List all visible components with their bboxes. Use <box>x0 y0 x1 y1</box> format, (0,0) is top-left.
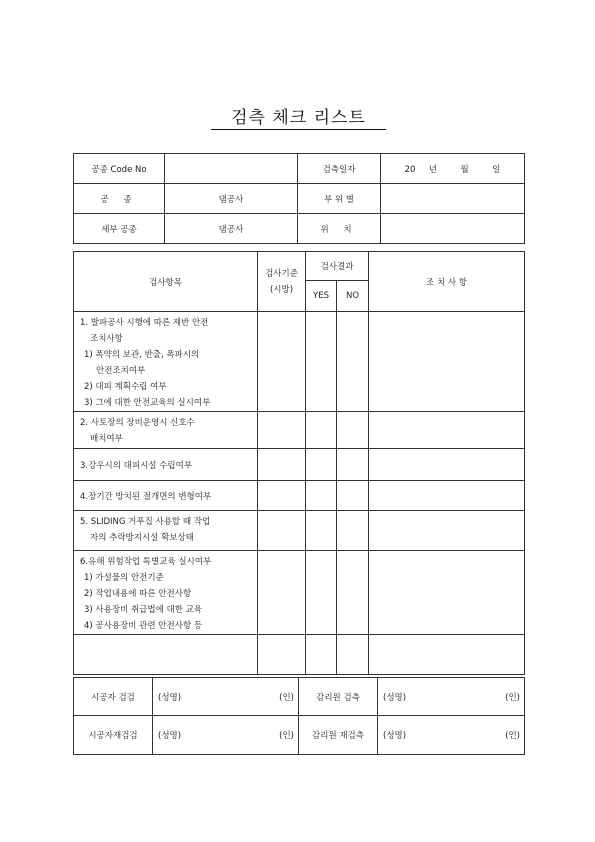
action-cell[interactable] <box>369 312 525 412</box>
action-cell[interactable] <box>369 412 525 449</box>
criteria-cell[interactable] <box>258 551 306 635</box>
sign-name-label: (성명) <box>383 731 407 741</box>
sub-work-label: 세부 공종 <box>74 214 165 244</box>
sign-name-label: (성명) <box>158 692 182 703</box>
no-cell[interactable] <box>337 511 369 551</box>
sign-name-label: (성명) <box>383 692 407 703</box>
table-row <box>74 449 525 481</box>
table-row <box>74 481 525 511</box>
work-type-value[interactable]: 댐공사 <box>165 184 298 214</box>
col-action-header: 조 치 사 항 <box>369 252 525 312</box>
action-cell[interactable] <box>369 449 525 481</box>
no-cell[interactable] <box>337 481 369 511</box>
no-cell[interactable] <box>337 551 369 635</box>
no-cell[interactable] <box>337 312 369 412</box>
no-cell[interactable] <box>337 449 369 481</box>
item-line: 2) 대피 계획수립 여부 <box>84 382 167 392</box>
date-value[interactable] <box>381 154 525 184</box>
signature-table <box>73 677 525 755</box>
action-cell[interactable] <box>369 481 525 511</box>
work-type-label: 공 종 <box>74 184 165 214</box>
table-row <box>74 312 525 412</box>
check-item-5 <box>74 511 258 551</box>
criteria-cell[interactable] <box>258 511 306 551</box>
part-label: 부 위 별 <box>298 184 381 214</box>
contractor-recheck-label: 시공자재검검 <box>74 716 153 755</box>
date-month-unit: 월 <box>460 164 469 175</box>
code-value[interactable] <box>165 154 298 184</box>
col-yes-header: YES <box>306 281 337 312</box>
supervisor-recheck-label: 감리원 재검측 <box>299 716 378 755</box>
item-line: 3.강우시의 대피시설 수립여부 <box>80 460 193 471</box>
item-line: 1) 폭약의 보관, 반출, 폭파시의 <box>84 350 200 360</box>
table-row <box>74 551 525 635</box>
no-cell[interactable] <box>337 412 369 449</box>
supervisor-check-label: 감리원 검측 <box>299 678 378 716</box>
table-row <box>74 635 525 675</box>
table-row <box>74 412 525 449</box>
supervisor-check-sign-field[interactable] <box>378 678 525 716</box>
yes-cell[interactable] <box>306 551 337 635</box>
item-line: 1. 발파공사 시행에 따른 제반 안전 <box>80 318 209 328</box>
criteria-cell[interactable] <box>258 481 306 511</box>
part-value[interactable] <box>381 184 525 214</box>
location-value[interactable] <box>381 214 525 244</box>
col-item-header: 검사항목 <box>74 252 258 312</box>
check-item-empty[interactable] <box>74 635 258 675</box>
table-row <box>74 511 525 551</box>
yes-cell[interactable] <box>306 511 337 551</box>
date-label: 검측일자 <box>298 154 381 184</box>
header-table <box>73 153 525 244</box>
supervisor-recheck-sign-field[interactable] <box>378 716 525 755</box>
col-result-header: 검사결과 <box>306 252 369 281</box>
code-label: 공종 Code No <box>74 154 165 184</box>
page-title: 검측 체크 리스트 <box>211 103 386 130</box>
yes-cell[interactable] <box>306 312 337 412</box>
col-criteria-line2: (시방) <box>269 284 294 295</box>
criteria-cell[interactable] <box>258 449 306 481</box>
item-line: 2) 작업내용에 따른 안전사항 <box>84 589 192 599</box>
seal-label: (인) <box>505 731 520 741</box>
checklist-table <box>73 251 525 675</box>
yes-cell[interactable] <box>306 635 337 675</box>
col-no-header: NO <box>337 281 369 312</box>
item-line: 4.장기간 방치된 절개면의 변형여부 <box>80 491 212 502</box>
item-line: 4) 공사용장비 관련 안전사항 등 <box>84 621 203 631</box>
contractor-manager-sign-field[interactable] <box>153 678 299 716</box>
seal-label: (인) <box>279 731 294 741</box>
item-line: 자의 추락방지시설 확보상태 <box>90 533 194 543</box>
action-cell[interactable] <box>369 551 525 635</box>
criteria-cell[interactable] <box>258 412 306 449</box>
sign-name-label: (성명) <box>158 731 182 741</box>
item-line: 3) 그에 대한 안전교육의 실시여부 <box>84 398 211 408</box>
location-label: 위 치 <box>298 214 381 244</box>
criteria-cell[interactable] <box>258 635 306 675</box>
check-item-1 <box>74 312 258 412</box>
action-cell[interactable] <box>369 635 525 675</box>
date-year-unit: 년 <box>428 164 438 175</box>
item-line: 1) 가설물의 안전기준 <box>84 573 164 583</box>
item-line: 안전조치여부 <box>96 366 146 376</box>
seal-label: (인) <box>279 692 294 703</box>
item-line: 배치여부 <box>90 434 123 444</box>
action-cell[interactable] <box>369 511 525 551</box>
seal-label: (인) <box>505 692 520 703</box>
date-year: 20 <box>404 164 416 175</box>
yes-cell[interactable] <box>306 412 337 449</box>
sub-work-value[interactable]: 댐공사 <box>165 214 298 244</box>
yes-cell[interactable] <box>306 481 337 511</box>
item-line: 2. 사토장의 장비운영시 신호수 <box>80 418 195 428</box>
col-criteria-line1: 검사기준 <box>265 268 298 279</box>
item-line: 3) 사용장비 취급법에 대한 교육 <box>84 605 203 615</box>
yes-cell[interactable] <box>306 449 337 481</box>
check-item-6 <box>74 551 258 635</box>
col-criteria-header <box>258 252 306 312</box>
criteria-cell[interactable] <box>258 312 306 412</box>
item-line: 6.유해 위험작업 특별교육 실시여부 <box>80 557 212 567</box>
check-item-4 <box>74 481 258 511</box>
item-line: 조치사항 <box>90 334 123 344</box>
check-item-2 <box>74 412 258 449</box>
no-cell[interactable] <box>337 635 369 675</box>
contractor-manager-label: 시공자 검검 <box>74 678 153 716</box>
date-day-unit: 일 <box>492 164 501 175</box>
check-item-3 <box>74 449 258 481</box>
item-line: 5. SLIDING 거푸집 사용할 때 작업 <box>80 517 211 527</box>
contractor-recheck-sign-field[interactable] <box>153 716 299 755</box>
